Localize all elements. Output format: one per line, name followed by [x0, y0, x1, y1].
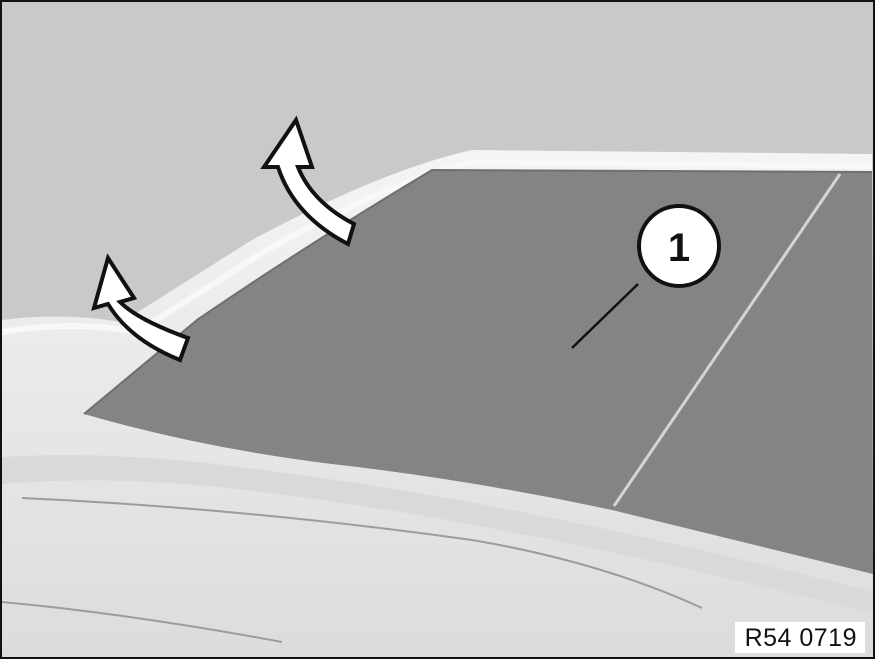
car-roof-illustration	[2, 2, 873, 657]
reference-code: R54 0719	[735, 622, 865, 653]
callout-1-number: 1	[667, 226, 691, 270]
